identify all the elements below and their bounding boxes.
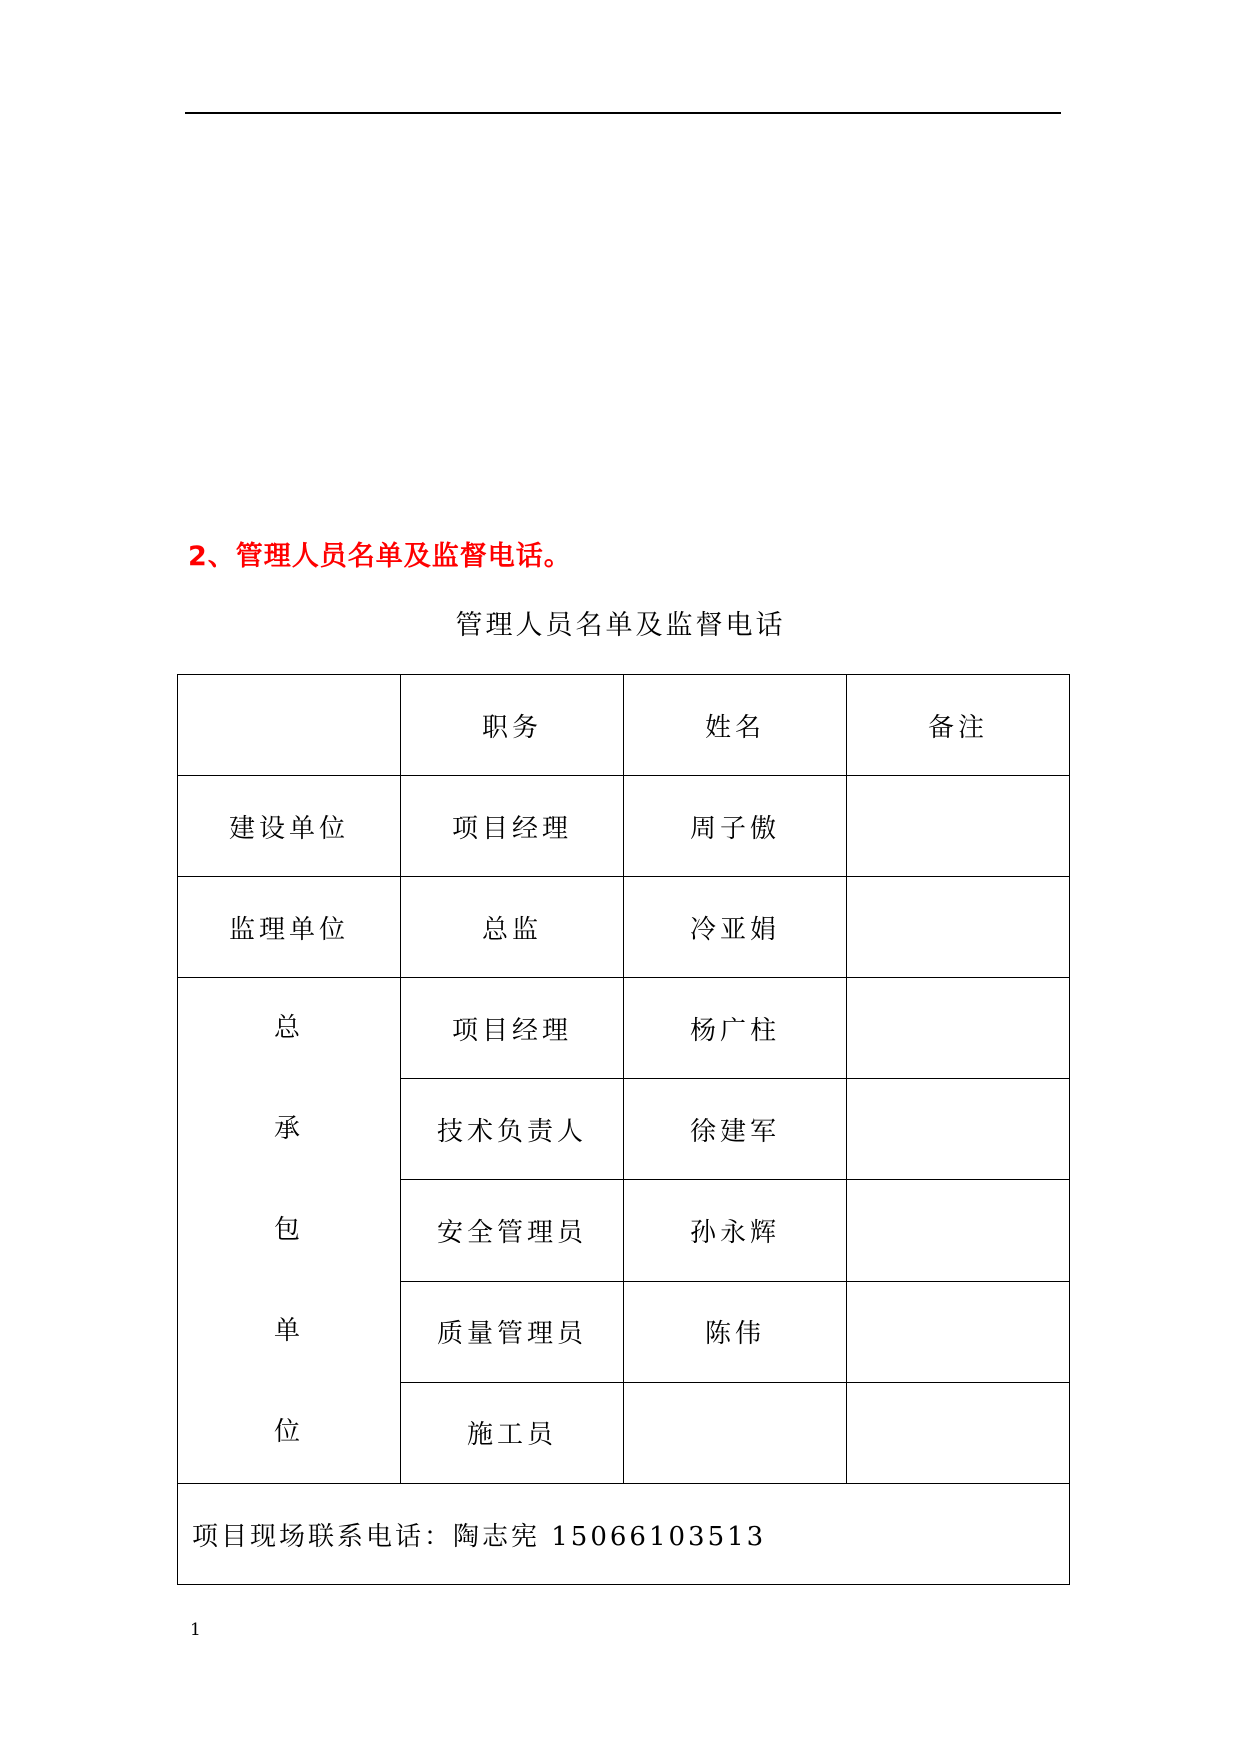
table-caption: 管理人员名单及监督电话 xyxy=(455,610,786,641)
unit-cell: 监理单位 xyxy=(178,877,401,978)
staff-table xyxy=(177,674,1070,1585)
position-cell: 施工员 xyxy=(401,1382,624,1483)
remark-cell xyxy=(847,1281,1070,1382)
name-cell: 徐建军 xyxy=(624,1079,847,1180)
position-cell: 技术负责人 xyxy=(401,1079,624,1180)
name-cell xyxy=(624,1382,847,1483)
remark-cell xyxy=(847,1180,1070,1281)
position-cell: 安全管理员 xyxy=(401,1180,624,1281)
table-row xyxy=(178,776,1070,877)
position-cell: 项目经理 xyxy=(401,978,624,1079)
name-cell: 陈伟 xyxy=(624,1281,847,1382)
header-cell-position: 职务 xyxy=(401,675,624,776)
table-row xyxy=(178,877,1070,978)
remark-cell xyxy=(847,1079,1070,1180)
remark-cell xyxy=(847,1382,1070,1483)
header-cell-unit xyxy=(178,675,401,776)
header-cell-remark: 备注 xyxy=(847,675,1070,776)
header-cell-name: 姓名 xyxy=(624,675,847,776)
position-cell: 总监 xyxy=(401,877,624,978)
section-heading: 2、管理人员名单及监督电话。 xyxy=(188,541,572,572)
position-cell: 项目经理 xyxy=(401,776,624,877)
unit-char: 总 xyxy=(273,1013,304,1043)
unit-char: 单 xyxy=(273,1316,304,1346)
site-contact-phone: 项目现场联系电话：陶志宪 15066103513 xyxy=(178,1484,1070,1585)
header-rule xyxy=(185,112,1061,114)
page-number: 1 xyxy=(190,1620,201,1640)
name-cell: 孙永辉 xyxy=(624,1180,847,1281)
unit-cell: 建设单位 xyxy=(178,776,401,877)
vertical-unit-label xyxy=(178,978,400,1483)
name-cell: 周子傲 xyxy=(624,776,847,877)
unit-char: 包 xyxy=(273,1215,304,1245)
remark-cell xyxy=(847,978,1070,1079)
table-header-row xyxy=(178,675,1070,776)
position-cell: 质量管理员 xyxy=(401,1281,624,1382)
remark-cell xyxy=(847,776,1070,877)
name-cell: 冷亚娟 xyxy=(624,877,847,978)
name-cell: 杨广柱 xyxy=(624,978,847,1079)
table-footer-row xyxy=(178,1484,1070,1585)
general-contractor-unit-cell xyxy=(178,978,401,1484)
table-row xyxy=(178,978,1070,1079)
remark-cell xyxy=(847,877,1070,978)
unit-char: 位 xyxy=(273,1417,304,1447)
unit-char: 承 xyxy=(273,1114,304,1144)
